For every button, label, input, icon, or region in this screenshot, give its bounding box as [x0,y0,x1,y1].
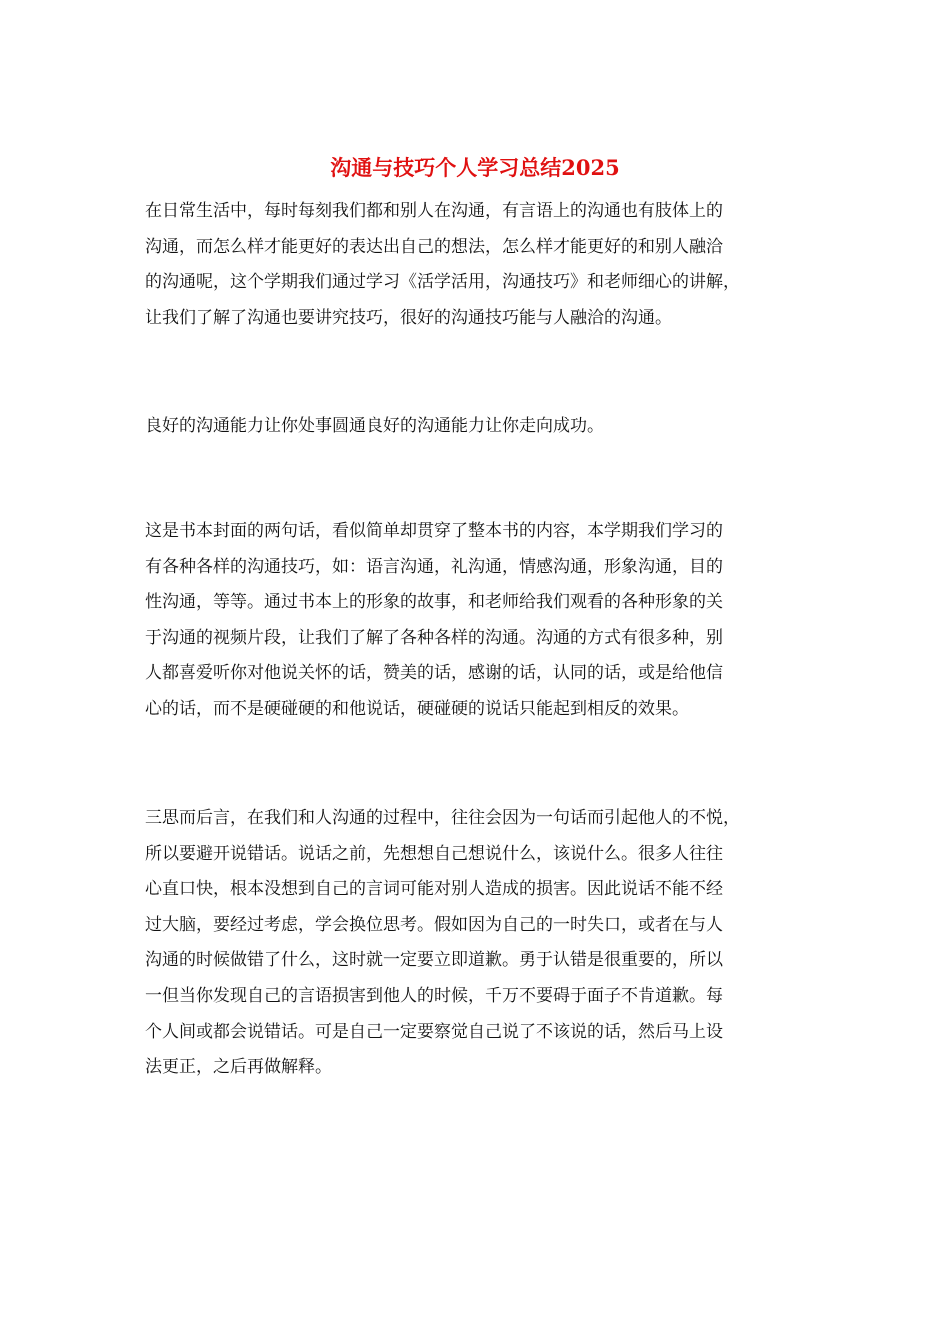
paragraph-cover-quote: 良好的沟通能力让你处事圆通良好的沟通能力让你走向成功。 [145,416,604,436]
document-title: 沟通与技巧个人学习总结2025 [330,155,620,180]
paragraph-intro: 在日常生活中，每时每刻我们都和别人在沟通，有言语上的沟通也有肢体上的 沟通，而怎么样才能更好的表达出自己的想法，怎么样才能更好的和别人融洽 的沟通呢，这个学期我们通过学习《活学活用，沟通技巧》和老师细心的讲解， 让我们了解了沟通也要讲究技巧，很好的沟通技巧能与人融洽的沟通。 [145,201,740,328]
paragraph-think-before-speaking: 三思而后言，在我们和人沟通的过程中，往往会因为一句话而引起他人的不悦， 所以要避开说错话。说话之前，先想想自己想说什么，该说什么。很多人往往 心直口快，根本没想到自己的言词可能对别人造成的损害。因此说话不能不经 过大脑，要经过考虑，学会换位思考。假如因为自己的一时失口，或者在与人 沟通的时候做错了什么，这时就一定要立即道歉。勇于认错是很重要的，所以 一但当你发现自己的言语损害到他人的时候，千万不要碍于面子不肯道歉。每 个人间或都会说错话。可是自己一定要察觉自己说了不该说的话，然后马上设 法更正，之后再做解释。 [145,808,740,1078]
paragraph-techniques: 这是书本封面的两句话，看似简单却贯穿了整本书的内容，本学期我们学习的 有各种各样的沟通技巧，如：语言沟通，礼沟通，情感沟通，形象沟通，目的 性沟通，等等。通过书本上的形象的故事，和老师给我们观看的各种形象的关 于沟通的视频片段，让我们了解了各种各样的沟通。沟通的方式有很多种，别 人都喜爱听你对他说关怀的话，赞美的话，感谢的话，认同的话，或是给他信 心的话，而不是硬碰硬的和他说话，硬碰硬的说话只能起到相反的效果。 [145,521,723,719]
